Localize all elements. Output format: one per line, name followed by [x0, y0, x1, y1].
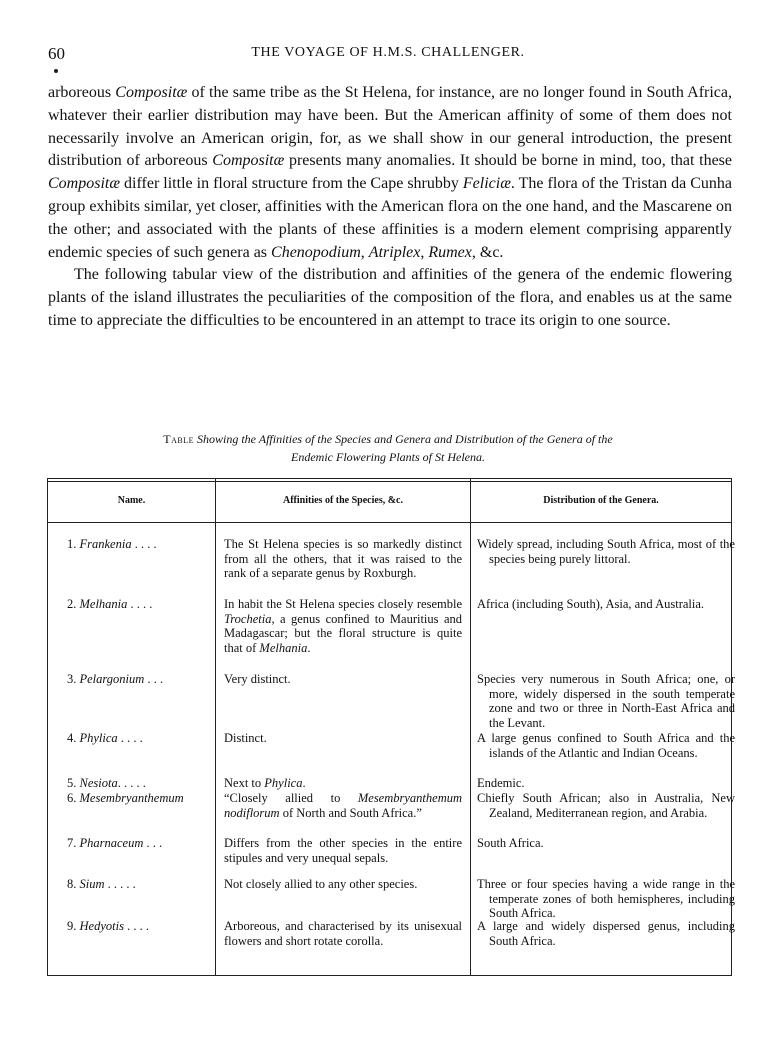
row-name-frankenia — [67, 537, 213, 552]
affinities-table — [47, 478, 735, 976]
row-distribution: South Africa. — [477, 836, 544, 850]
row-affinity — [224, 776, 462, 791]
table-header-rule — [48, 522, 731, 523]
leader-dots: . . . . — [117, 731, 143, 745]
table-top-rule-inner — [48, 481, 731, 482]
row-number: 1. — [67, 537, 77, 551]
leader-dots: . . . — [144, 672, 164, 686]
row-name-pelargonium — [67, 672, 213, 687]
caption-line-1: Showing the Affinities of the Species and Genera and Distribution of the Genera of the — [196, 432, 613, 446]
row-name-pharnaceum — [67, 836, 213, 851]
row-affinity — [224, 791, 462, 820]
italic-term: Compositæ — [48, 175, 121, 193]
table-top-rule — [48, 478, 731, 479]
row-number: 6. — [67, 791, 77, 805]
header-affinities: Affinities of the Species, &c. — [283, 495, 403, 506]
italic-term: Mesembryanthemum nodiflorum — [224, 791, 462, 820]
text-run: . The flora of the Tristan da Cunha group exhibits similar, yet closer, affinities with the American flora on the one hand, and the Mascarene on the other; and associated with the plants of these affinities is a modern element comprising apparently endemic species of such genera as — [48, 175, 732, 261]
row-name-nesiota — [67, 776, 213, 791]
text-run: presents many anomalies. It should be borne in mind, too, that these — [284, 152, 732, 170]
text-run: In habit the St Helena species closely resemble — [224, 597, 462, 611]
text-run: . — [307, 640, 311, 655]
column-divider — [215, 478, 216, 975]
row-affinity — [224, 597, 462, 655]
row-distribution: A large and widely dispersed genus, including South Africa. — [477, 919, 735, 948]
genus-name: Sium — [79, 877, 105, 891]
row-affinity: Distinct. — [224, 731, 267, 745]
caption-lead: Table — [163, 432, 194, 446]
leader-dots: . . . . — [123, 919, 149, 933]
leader-dots: . . . . . — [117, 776, 146, 790]
italic-term: Compositæ — [115, 84, 188, 101]
row-number: 3. — [67, 672, 77, 686]
row-affinity: Very distinct. — [224, 672, 291, 686]
row-number: 9. — [67, 919, 77, 933]
leader-dots: . . . . — [131, 537, 157, 551]
row-number: 4. — [67, 731, 77, 745]
text-run: . — [302, 776, 306, 790]
row-distribution: Three or four species having a wide range in the temperate zones of both hemispheres, including South Africa. — [477, 877, 735, 921]
text-run: of the same tribe as the St Helena, for instance, are no longer found in South Africa, whatever their earlier distribution may have been. But the American affinity of some of them does not necessarily involve an American origin, for, as we shall show in our general introduction, the present distribution of arboreous — [48, 84, 732, 170]
genus-name: Mesembryanthemum — [79, 791, 184, 805]
body-text — [48, 82, 732, 333]
italic-term: Rumex — [428, 243, 472, 261]
row-name-sium — [67, 877, 213, 892]
genus-name: Phylica — [79, 731, 118, 745]
genus-name: Nesiota — [79, 776, 118, 790]
text-run: differ little in floral structure from the Cape shrubby — [120, 175, 463, 193]
genus-name: Hedyotis — [79, 919, 124, 933]
row-affinity: The St Helena species is so markedly distinct from all the others, that it was raised to the rank of a separate genus by Roxburgh. — [224, 537, 462, 581]
text-run: , — [420, 243, 429, 261]
row-number: 5. — [67, 776, 77, 790]
row-distribution: Chiefly South African; also in Australia, New Zealand, Mediterranean region, and Arabia. — [477, 791, 735, 820]
row-name-melhania — [67, 597, 213, 612]
header-name: Name. — [117, 495, 146, 506]
page-header — [48, 44, 728, 64]
text-run: “Closely allied to — [224, 791, 358, 805]
row-distribution: Species very numerous in South Africa; one, or more, widely dispersed in the south temperate zone and two or three in North-East Africa and the Levant. — [477, 672, 735, 730]
leader-dots: . . . — [143, 836, 163, 850]
row-distribution: Endemic. — [477, 776, 525, 790]
paragraph-1 — [48, 82, 732, 264]
row-distribution: Africa (including South), Asia, and Australia. — [477, 597, 705, 611]
italic-term: Trochetia — [224, 611, 272, 626]
row-distribution: Widely spread, including South Africa, most of the species being purely littoral. — [477, 537, 735, 566]
row-affinity: Differs from the other species in the entire stipules and very unequal sepals. — [224, 836, 462, 865]
row-name-hedyotis — [67, 919, 213, 934]
row-distribution: A large genus confined to South Africa and the islands of the Atlantic and Indian Oceans. — [477, 731, 735, 760]
table-caption — [60, 430, 716, 466]
paragraph-2: The following tabular view of the distribution and affinities of the genera of the endemic flowering plants of the island illustrates the peculiarities of the composition of the flora, and enables us at the same time to appreciate the difficulties to be encountered in an attempt to trace its origin to one source. — [48, 266, 732, 329]
row-name-phylica — [67, 731, 213, 746]
leader-dots: . . . . — [127, 597, 153, 611]
row-name-mesembryanthemum — [67, 791, 213, 806]
header-distribution: Distribution of the Genera. — [543, 495, 659, 506]
italic-term: Compositæ — [212, 152, 285, 170]
italic-term: Chenopodium — [271, 243, 361, 261]
stray-mark — [54, 69, 58, 73]
genus-name: Frankenia — [79, 537, 132, 551]
text-run: , — [360, 243, 369, 261]
row-affinity: Arboreous, and characterised by its unisexual flowers and short rotate corolla. — [224, 919, 462, 948]
text-run: arboreous — [48, 84, 116, 101]
row-number: 2. — [67, 597, 77, 611]
genus-name: Pharnaceum — [79, 836, 144, 850]
column-divider — [470, 478, 471, 975]
leader-dots: . . . . . — [104, 877, 136, 891]
row-number: 7. — [67, 836, 77, 850]
italic-term: Feliciæ — [462, 175, 511, 193]
text-run: of North and South Africa.” — [279, 805, 422, 820]
caption-line-2: Endemic Flowering Plants of St Helena. — [291, 450, 485, 464]
text-run: , a genus confined to Mauritius and Madagascar; but the floral structure is quite that of — [224, 611, 462, 655]
page-number: 60 — [48, 44, 65, 63]
genus-name: Melhania — [79, 597, 128, 611]
row-number: 8. — [67, 877, 77, 891]
italic-term: Melhania — [259, 640, 308, 655]
italic-term: Atriplex — [368, 243, 421, 261]
genus-name: Pelargonium — [79, 672, 145, 686]
running-head: THE VOYAGE OF H.M.S. CHALLENGER. — [251, 45, 525, 60]
row-affinity: Not closely allied to any other species. — [224, 877, 418, 891]
text-run: Next to — [224, 776, 265, 790]
italic-term: Phylica — [264, 776, 303, 790]
text-run: , &c. — [471, 243, 504, 261]
